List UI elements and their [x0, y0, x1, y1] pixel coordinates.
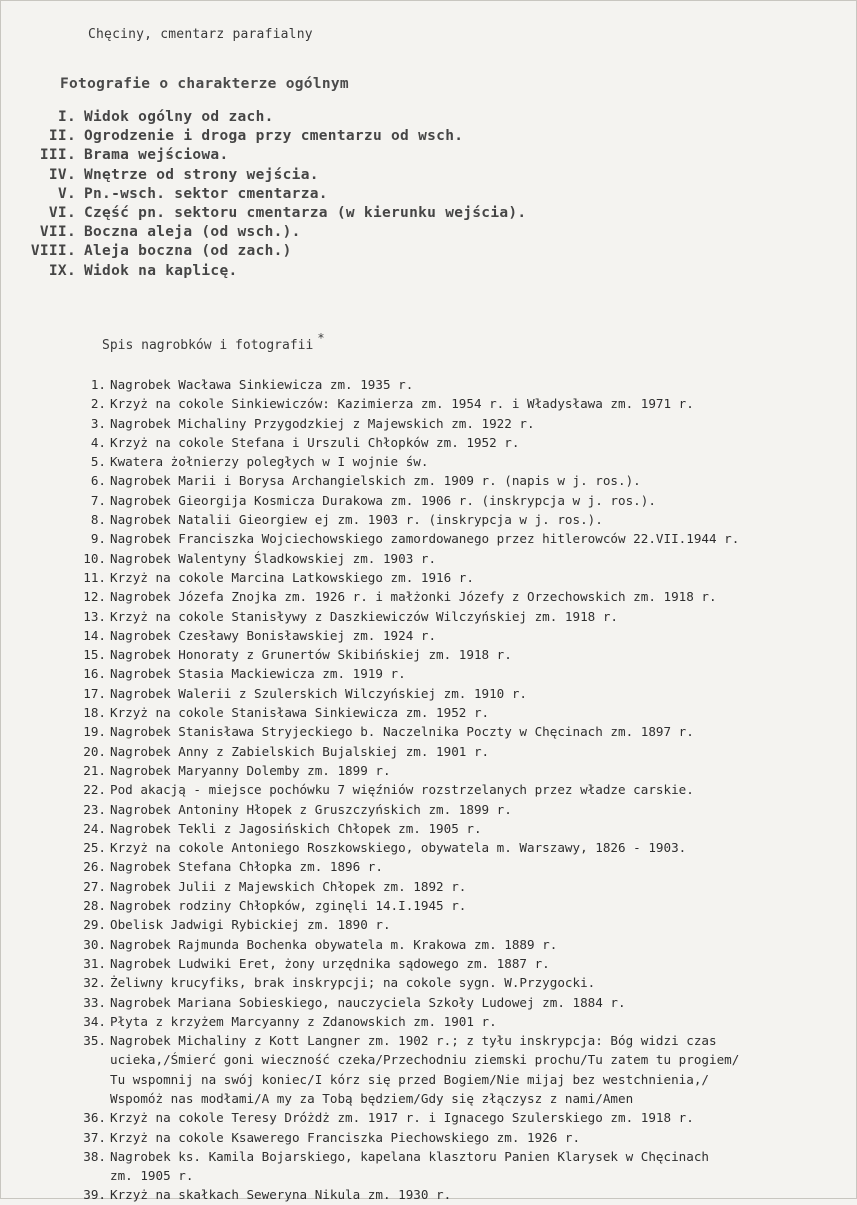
grave-number: 21.	[83, 762, 106, 778]
grave-description: Nagrobek Gieorgija Kosmicza Durakowa zm. 1906 r. (inskrypcja w j. ros.).	[110, 492, 656, 508]
grave-item	[0, 394, 857, 413]
grave-item	[0, 645, 857, 664]
grave-description: Nagrobek Anny z Zabielskich Bujalskiej zm. 1901 r.	[110, 743, 490, 759]
grave-item	[0, 1108, 857, 1127]
general-photo-text: Pn.-wsch. sektor cmentarza.	[84, 185, 328, 202]
grave-item	[0, 896, 857, 915]
grave-description: Nagrobek Wacława Sinkiewicza zm. 1935 r.	[110, 377, 414, 392]
general-photo-text: Boczna aleja (od wsch.).	[84, 224, 301, 241]
grave-item	[0, 877, 857, 896]
grave-description: Nagrobek Mariana Sobieskiego, nauczyciela Szkoły Ludowej zm. 1884 r.	[110, 994, 626, 1010]
grave-description: Nagrobek Stanisława Stryjeckiego b. Naczelnika Poczty w Chęcinach zm. 1897 r.	[110, 724, 694, 740]
grave-number: 15.	[83, 647, 106, 663]
general-photo-item	[0, 127, 700, 146]
graves-list-title-text: Spis nagrobków i fotografii	[102, 338, 314, 353]
grave-number: 33.	[83, 994, 106, 1010]
grave-description: Nagrobek Julii z Majewskich Chłopek zm. 1892 r.	[110, 878, 467, 894]
grave-description: Krzyż na cokole Sinkiewiczów: Kazimierza zm. 1954 r. i Władysława zm. 1971 r.	[110, 396, 694, 412]
grave-number: 31.	[83, 955, 106, 971]
page-header: Chęciny, cmentarz parafialny	[88, 27, 313, 42]
grave-item	[0, 607, 857, 626]
general-photo-text: Brama wejściowa.	[84, 147, 229, 164]
general-photo-item	[0, 204, 700, 223]
general-photo-text: Widok ogólny od zach.	[84, 109, 274, 125]
grave-item	[0, 664, 857, 683]
grave-number: 38.	[83, 1148, 106, 1164]
grave-item	[0, 742, 857, 761]
grave-description: Krzyż na cokole Antoniego Roszkowskiego, obywatela m. Warszawy, 1826 - 1903.	[110, 840, 687, 856]
grave-description: Krzyż na cokole Marcina Latkowskiego zm. 1916 r.	[110, 569, 474, 585]
grave-description: Żeliwny krucyfiks, brak inskrypcji; na cokole sygn. W.Przygocki.	[110, 975, 596, 991]
graves-list	[0, 375, 857, 1205]
general-photo-item	[0, 242, 700, 261]
grave-item	[0, 684, 857, 703]
grave-number: 14.	[83, 627, 106, 643]
grave-number: 19.	[83, 724, 106, 740]
grave-item	[0, 838, 857, 857]
grave-number: 3.	[90, 415, 106, 431]
grave-description: Obelisk Jadwigi Rybickiej zm. 1890 r.	[110, 917, 391, 933]
grave-description: Krzyż na cokole Teresy Dróżdż zm. 1917 r. i Ignacego Szulerskiego zm. 1918 r.	[110, 1110, 694, 1126]
grave-item	[0, 761, 857, 780]
grave-description: Krzyż na cokole Stanisława Sinkiewicza zm. 1952 r.	[110, 705, 490, 721]
grave-number: 28.	[83, 898, 106, 914]
general-photo-number: VIII.	[30, 243, 76, 260]
grave-number: 8.	[90, 512, 106, 528]
general-photo-text: Aleja boczna (od zach.)	[84, 243, 292, 260]
general-photo-text: Wnętrze od strony wejścia.	[84, 166, 319, 183]
grave-item	[0, 703, 857, 722]
grave-number: 26.	[83, 859, 106, 875]
grave-number: 4.	[90, 434, 106, 450]
grave-description: Płyta z krzyżem Marcyanny z Zdanowskich zm. 1901 r.	[110, 1013, 497, 1029]
grave-description: Nagrobek Marii i Borysa Archangielskich zm. 1909 r. (napis w j. ros.).	[110, 473, 641, 489]
grave-number: 39.	[83, 1187, 106, 1203]
grave-number: 5.	[90, 454, 106, 470]
grave-item	[0, 375, 857, 394]
grave-number: 7.	[90, 492, 106, 508]
grave-description: Nagrobek Stefana Chłopka zm. 1896 r.	[110, 859, 383, 875]
grave-item	[0, 973, 857, 992]
grave-description: Nagrobek Antoniny Hłopek z Gruszczyńskich zm. 1899 r.	[110, 801, 512, 817]
grave-item	[0, 452, 857, 471]
general-photo-number: III.	[39, 147, 76, 164]
grave-item	[0, 857, 857, 876]
grave-number: 24.	[83, 820, 106, 836]
grave-number: 30.	[83, 936, 106, 952]
grave-item	[0, 1185, 857, 1204]
grave-item	[0, 1012, 857, 1031]
footnote-mark: *	[317, 331, 325, 345]
grave-item	[0, 568, 857, 587]
grave-item	[0, 626, 857, 645]
grave-description: Nagrobek Natalii Gieorgiew ej zm. 1903 r. (inskrypcja w j. ros.).	[110, 512, 603, 528]
grave-item	[0, 529, 857, 548]
general-photo-number: II.	[48, 128, 76, 145]
grave-description: Nagrobek Michaliny z Kott Langner zm. 1902 r.; z tyłu inskrypcja: Bóg widzi czas ucieka,/Śmierć goni wieczność czeka/Przechodniu ziemski prochu/Tu zatem tu progiem/ Tu wspomnij na swój koniec/I kórz się przed Bogiem/Nie mijaj bez westchnienia,/ Wspomóż nas modłami/A my za Tobą będziem/Gdy się złączysz z nami/Amen	[110, 1033, 740, 1106]
grave-description: Kwatera żołnierzy poległych w I wojnie św.	[110, 454, 429, 470]
grave-number: 27.	[83, 878, 106, 894]
grave-description: Nagrobek Józefa Znojka zm. 1926 r. i małżonki Józefy z Orzechowskich zm. 1918 r.	[110, 589, 717, 605]
grave-item	[0, 993, 857, 1012]
grave-description: Krzyż na cokole Stefana i Urszuli Chłopków zm. 1952 r.	[110, 434, 520, 450]
grave-item	[0, 1147, 857, 1186]
grave-number: 18.	[83, 705, 106, 721]
general-photo-item	[0, 166, 700, 185]
general-photo-number: IV.	[48, 166, 76, 183]
grave-description: Pod akacją - miejsce pochówku 7 więźniów rozstrzelanych przez władze carskie.	[110, 782, 694, 798]
grave-number: 10.	[83, 550, 106, 566]
grave-item	[0, 414, 857, 433]
general-photo-number: IX.	[48, 262, 76, 279]
grave-number: 23.	[83, 801, 106, 817]
general-photo-item	[0, 108, 700, 127]
grave-number: 25.	[83, 840, 106, 856]
grave-description: Nagrobek Maryanny Dolemby zm. 1899 r.	[110, 762, 391, 778]
grave-item	[0, 780, 857, 799]
general-photo-item	[0, 146, 700, 165]
grave-number: 13.	[83, 608, 106, 624]
grave-item	[0, 1031, 857, 1108]
grave-item	[0, 935, 857, 954]
graves-list-title	[102, 331, 325, 353]
grave-item	[0, 471, 857, 490]
grave-item	[0, 722, 857, 741]
grave-number: 16.	[83, 666, 106, 682]
grave-number: 37.	[83, 1129, 106, 1145]
grave-description: Nagrobek Walentyny Śladkowskiej zm. 1903 r.	[110, 550, 437, 566]
grave-description: Nagrobek Franciszka Wojciechowskiego zamordowanego przez hitlerowców 22.VII.1944 r.	[110, 531, 740, 547]
grave-description: Nagrobek ks. Kamila Bojarskiego, kapelana klasztoru Panien Klarysek w Chęcinach zm. 1905 r.	[110, 1148, 709, 1184]
grave-item	[0, 587, 857, 606]
general-photo-item	[0, 185, 700, 204]
grave-number: 6.	[90, 473, 106, 489]
grave-number: 22.	[83, 782, 106, 798]
grave-number: 36.	[83, 1110, 106, 1126]
general-photo-item	[0, 262, 700, 281]
grave-description: Nagrobek rodziny Chłopków, zginęli 14.I.1945 r.	[110, 898, 467, 914]
grave-number: 11.	[83, 569, 106, 585]
general-photo-text: Widok na kaplicę.	[84, 262, 238, 279]
grave-description: Nagrobek Stasia Mackiewicza zm. 1919 r.	[110, 666, 406, 682]
general-photos-title: Fotografie o charakterze ogólnym	[60, 76, 349, 92]
grave-description: Nagrobek Ludwiki Eret, żony urzędnika sądowego zm. 1887 r.	[110, 955, 550, 971]
grave-number: 29.	[83, 917, 106, 933]
grave-item	[0, 819, 857, 838]
grave-number: 32.	[83, 975, 106, 991]
grave-description: Nagrobek Honoraty z Grunertów Skibińskiej zm. 1918 r.	[110, 647, 512, 663]
grave-item	[0, 491, 857, 510]
grave-description: Nagrobek Rajmunda Bochenka obywatela m. Krakowa zm. 1889 r.	[110, 936, 558, 952]
grave-item	[0, 800, 857, 819]
grave-number: 17.	[83, 685, 106, 701]
grave-description: Nagrobek Czesławy Bonisławskiej zm. 1924 r.	[110, 627, 437, 643]
general-photo-number: VII.	[39, 224, 76, 241]
general-photo-number: I.	[57, 109, 76, 125]
grave-description: Nagrobek Tekli z Jagosińskich Chłopek zm. 1905 r.	[110, 820, 482, 836]
grave-item	[0, 954, 857, 973]
grave-number: 9.	[90, 531, 106, 547]
grave-number: 2.	[90, 396, 106, 412]
grave-item	[0, 433, 857, 452]
grave-description: Nagrobek Walerii z Szulerskich Wilczyńskiej zm. 1910 r.	[110, 685, 528, 701]
grave-number: 1.	[90, 377, 106, 392]
general-photo-text: Część pn. sektoru cmentarza (w kierunku wejścia).	[84, 204, 527, 221]
general-photos-list	[0, 108, 700, 281]
general-photo-number: VI.	[48, 204, 76, 221]
grave-description: Nagrobek Michaliny Przygodzkiej z Majewskich zm. 1922 r.	[110, 415, 535, 431]
grave-description: Krzyż na cokole Ksawerego Franciszka Piechowskiego zm. 1926 r.	[110, 1129, 581, 1145]
general-photo-item	[0, 223, 700, 242]
grave-item	[0, 1128, 857, 1147]
grave-description: Krzyż na skałkach Seweryna Nikula zm. 1930 r.	[110, 1187, 452, 1203]
grave-description: Krzyż na cokole Stanisływy z Daszkiewiczów Wilczyńskiej zm. 1918 r.	[110, 608, 618, 624]
grave-item	[0, 915, 857, 934]
grave-number: 35.	[83, 1033, 106, 1049]
grave-item	[0, 510, 857, 529]
grave-item	[0, 549, 857, 568]
general-photo-number: V.	[57, 185, 76, 202]
grave-number: 20.	[83, 743, 106, 759]
grave-number: 12.	[83, 589, 106, 605]
grave-number: 34.	[83, 1013, 106, 1029]
general-photo-text: Ogrodzenie i droga przy cmentarzu od wsch.	[84, 128, 464, 145]
